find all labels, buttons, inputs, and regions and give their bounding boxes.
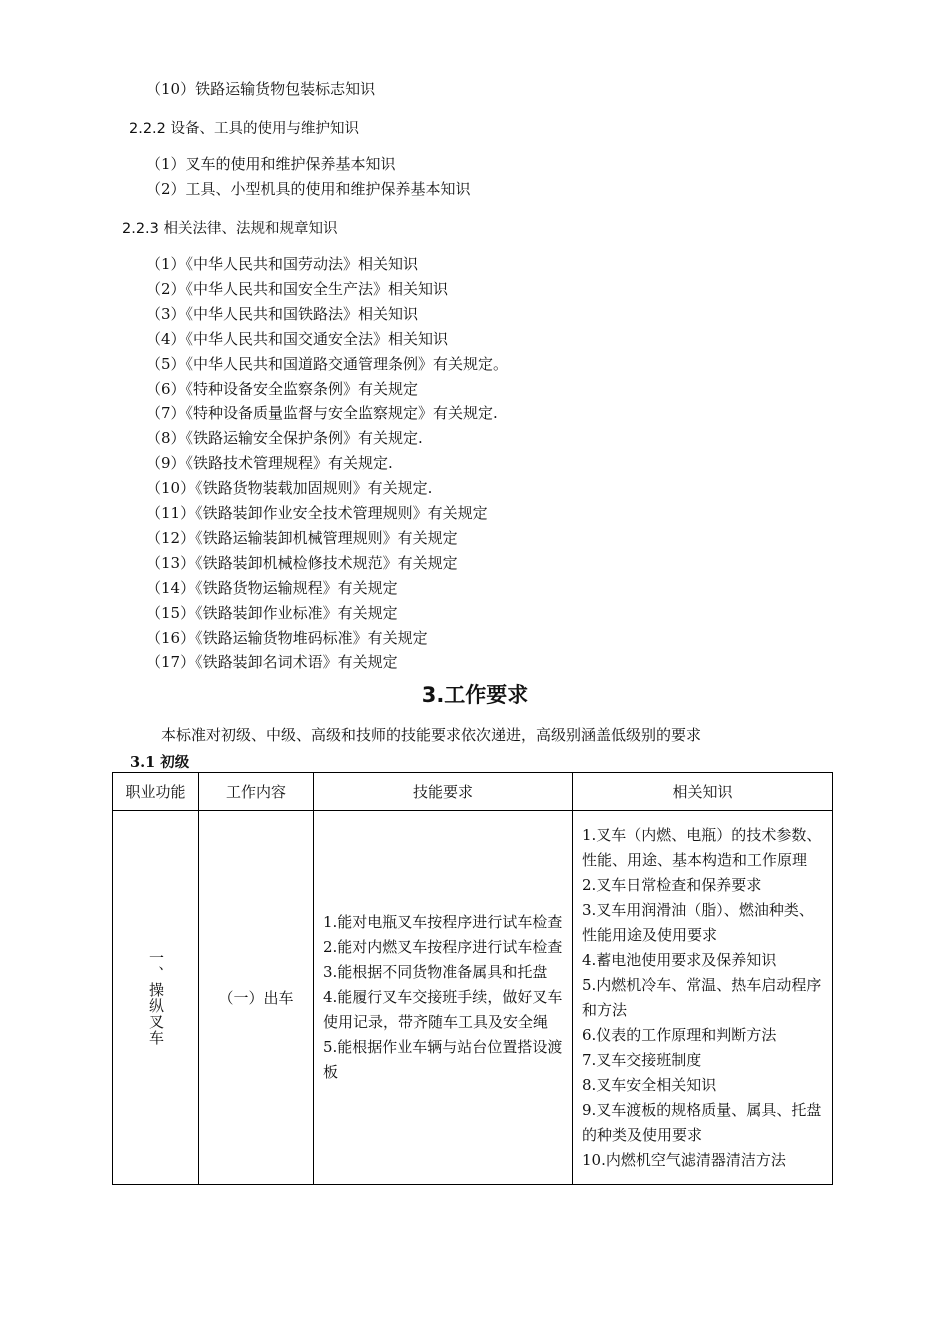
list-item-top: （10）铁路运输货物包装标志知识 — [146, 80, 376, 98]
list-item: （2）工具、小型机具的使用和维护保养基本知识 — [146, 180, 471, 198]
law-list-item: （4）《中华人民共和国交通安全法》相关知识 — [146, 329, 449, 348]
skill-item: 1.能对电瓶叉车按程序进行试车检查 — [323, 913, 563, 931]
header-knowledge: 相关知识 — [573, 773, 833, 811]
skills-cell — [314, 811, 573, 1185]
knowledge-item: 1.叉车（内燃、电瓶）的技术参数、性能、用途、基本构造和工作原理 — [582, 825, 822, 869]
knowledge-item: 6.仪表的工作原理和判断方法 — [582, 1025, 777, 1044]
law-list-item: （7）《特种设备质量监督与安全监察规定》有关规定. — [146, 404, 498, 423]
skill-item: 5.能根据作业车辆与站台位置搭设渡板 — [323, 1038, 563, 1081]
knowledge-item: 9.叉车渡板的规格质量、属具、托盘的种类及使用要求 — [582, 1100, 822, 1144]
header-content: 工作内容 — [199, 773, 314, 811]
law-list-item: （15）《铁路装卸作业标准》有关规定 — [146, 603, 398, 622]
law-list-item: （12）《铁路运输装卸机械管理规则》有关规定 — [146, 528, 458, 547]
skill-item: 3.能根据不同货物准备属具和托盘 — [323, 963, 548, 981]
chapter-title: 3.工作要求 — [421, 683, 529, 707]
section-heading-2-2-2: 2.2.2 设备、工具的使用与维护知识 — [129, 121, 360, 137]
knowledge-item: 10.内燃机空气滤清器清洁方法 — [582, 1150, 786, 1169]
table-header-row — [113, 773, 833, 811]
knowledge-item: 3.叉车用润滑油（脂）、燃油种类、性能用途及使用要求 — [582, 900, 814, 944]
law-list-item: （8）《铁路运输安全保护条例》有关规定. — [146, 429, 423, 448]
law-list-item: （6）《特种设备安全监察条例》有关规定 — [146, 379, 419, 398]
law-list-item: （13）《铁路装卸机械检修技术规范》有关规定 — [146, 553, 458, 572]
content-cell: （一）出车 — [199, 811, 314, 1185]
law-list-item: （3）《中华人民共和国铁路法》相关知识 — [146, 304, 419, 323]
knowledge-item: 4.蓄电池使用要求及保养知识 — [582, 950, 777, 969]
list-item: （1）叉车的使用和维护保养基本知识 — [146, 155, 396, 173]
table-row — [113, 811, 833, 1185]
subsection-heading-3-1: 3.1 初级 — [130, 754, 190, 771]
requirements-table — [112, 772, 833, 1185]
knowledge-cell — [573, 811, 833, 1185]
law-list-item: （10）《铁路货物装载加固规则》有关规定. — [146, 479, 433, 498]
skill-item: 2.能对内燃叉车按程序进行试车检查 — [323, 938, 563, 956]
law-list-item: （1）《中华人民共和国劳动法》相关知识 — [146, 255, 419, 273]
law-list-item: （11）《铁路装卸作业安全技术管理规则》有关规定 — [146, 504, 488, 522]
header-skills: 技能要求 — [314, 773, 573, 811]
law-list-item: （17）《铁路装卸名词术语》有关规定 — [146, 653, 398, 672]
function-cell — [113, 811, 199, 1185]
law-list-item: （16）《铁路运输货物堆码标准》有关规定 — [146, 628, 428, 647]
law-list-item: （9）《铁路技术管理规程》有关规定. — [146, 454, 393, 473]
chapter-intro: 本标准对初级、中级、高级和技师的技能要求依次递进，高级别涵盖低级别的要求 — [161, 726, 702, 744]
section-heading-2-2-3: 2.2.3 相关法律、法规和规章知识 — [122, 221, 338, 237]
law-list-item: （2）《中华人民共和国安全生产法》相关知识 — [146, 279, 449, 298]
law-list-item: （14）《铁路货物运输规程》有关规定 — [146, 578, 398, 597]
function-text: 一、操纵叉车 — [147, 949, 165, 1046]
knowledge-item: 7.叉车交接班制度 — [582, 1050, 702, 1069]
knowledge-item: 8.叉车安全相关知识 — [582, 1075, 717, 1094]
law-list-item: （5）《中华人民共和国道路交通管理条例》有关规定。 — [146, 354, 509, 373]
header-function: 职业功能 — [113, 773, 199, 811]
skill-item: 4.能履行叉车交接班手续，做好叉车使用记录，带齐随车工具及安全绳 — [323, 988, 563, 1031]
knowledge-item: 2.叉车日常检查和保养要求 — [582, 875, 762, 894]
knowledge-item: 5.内燃机冷车、常温、热车启动程序和方法 — [582, 975, 822, 1019]
